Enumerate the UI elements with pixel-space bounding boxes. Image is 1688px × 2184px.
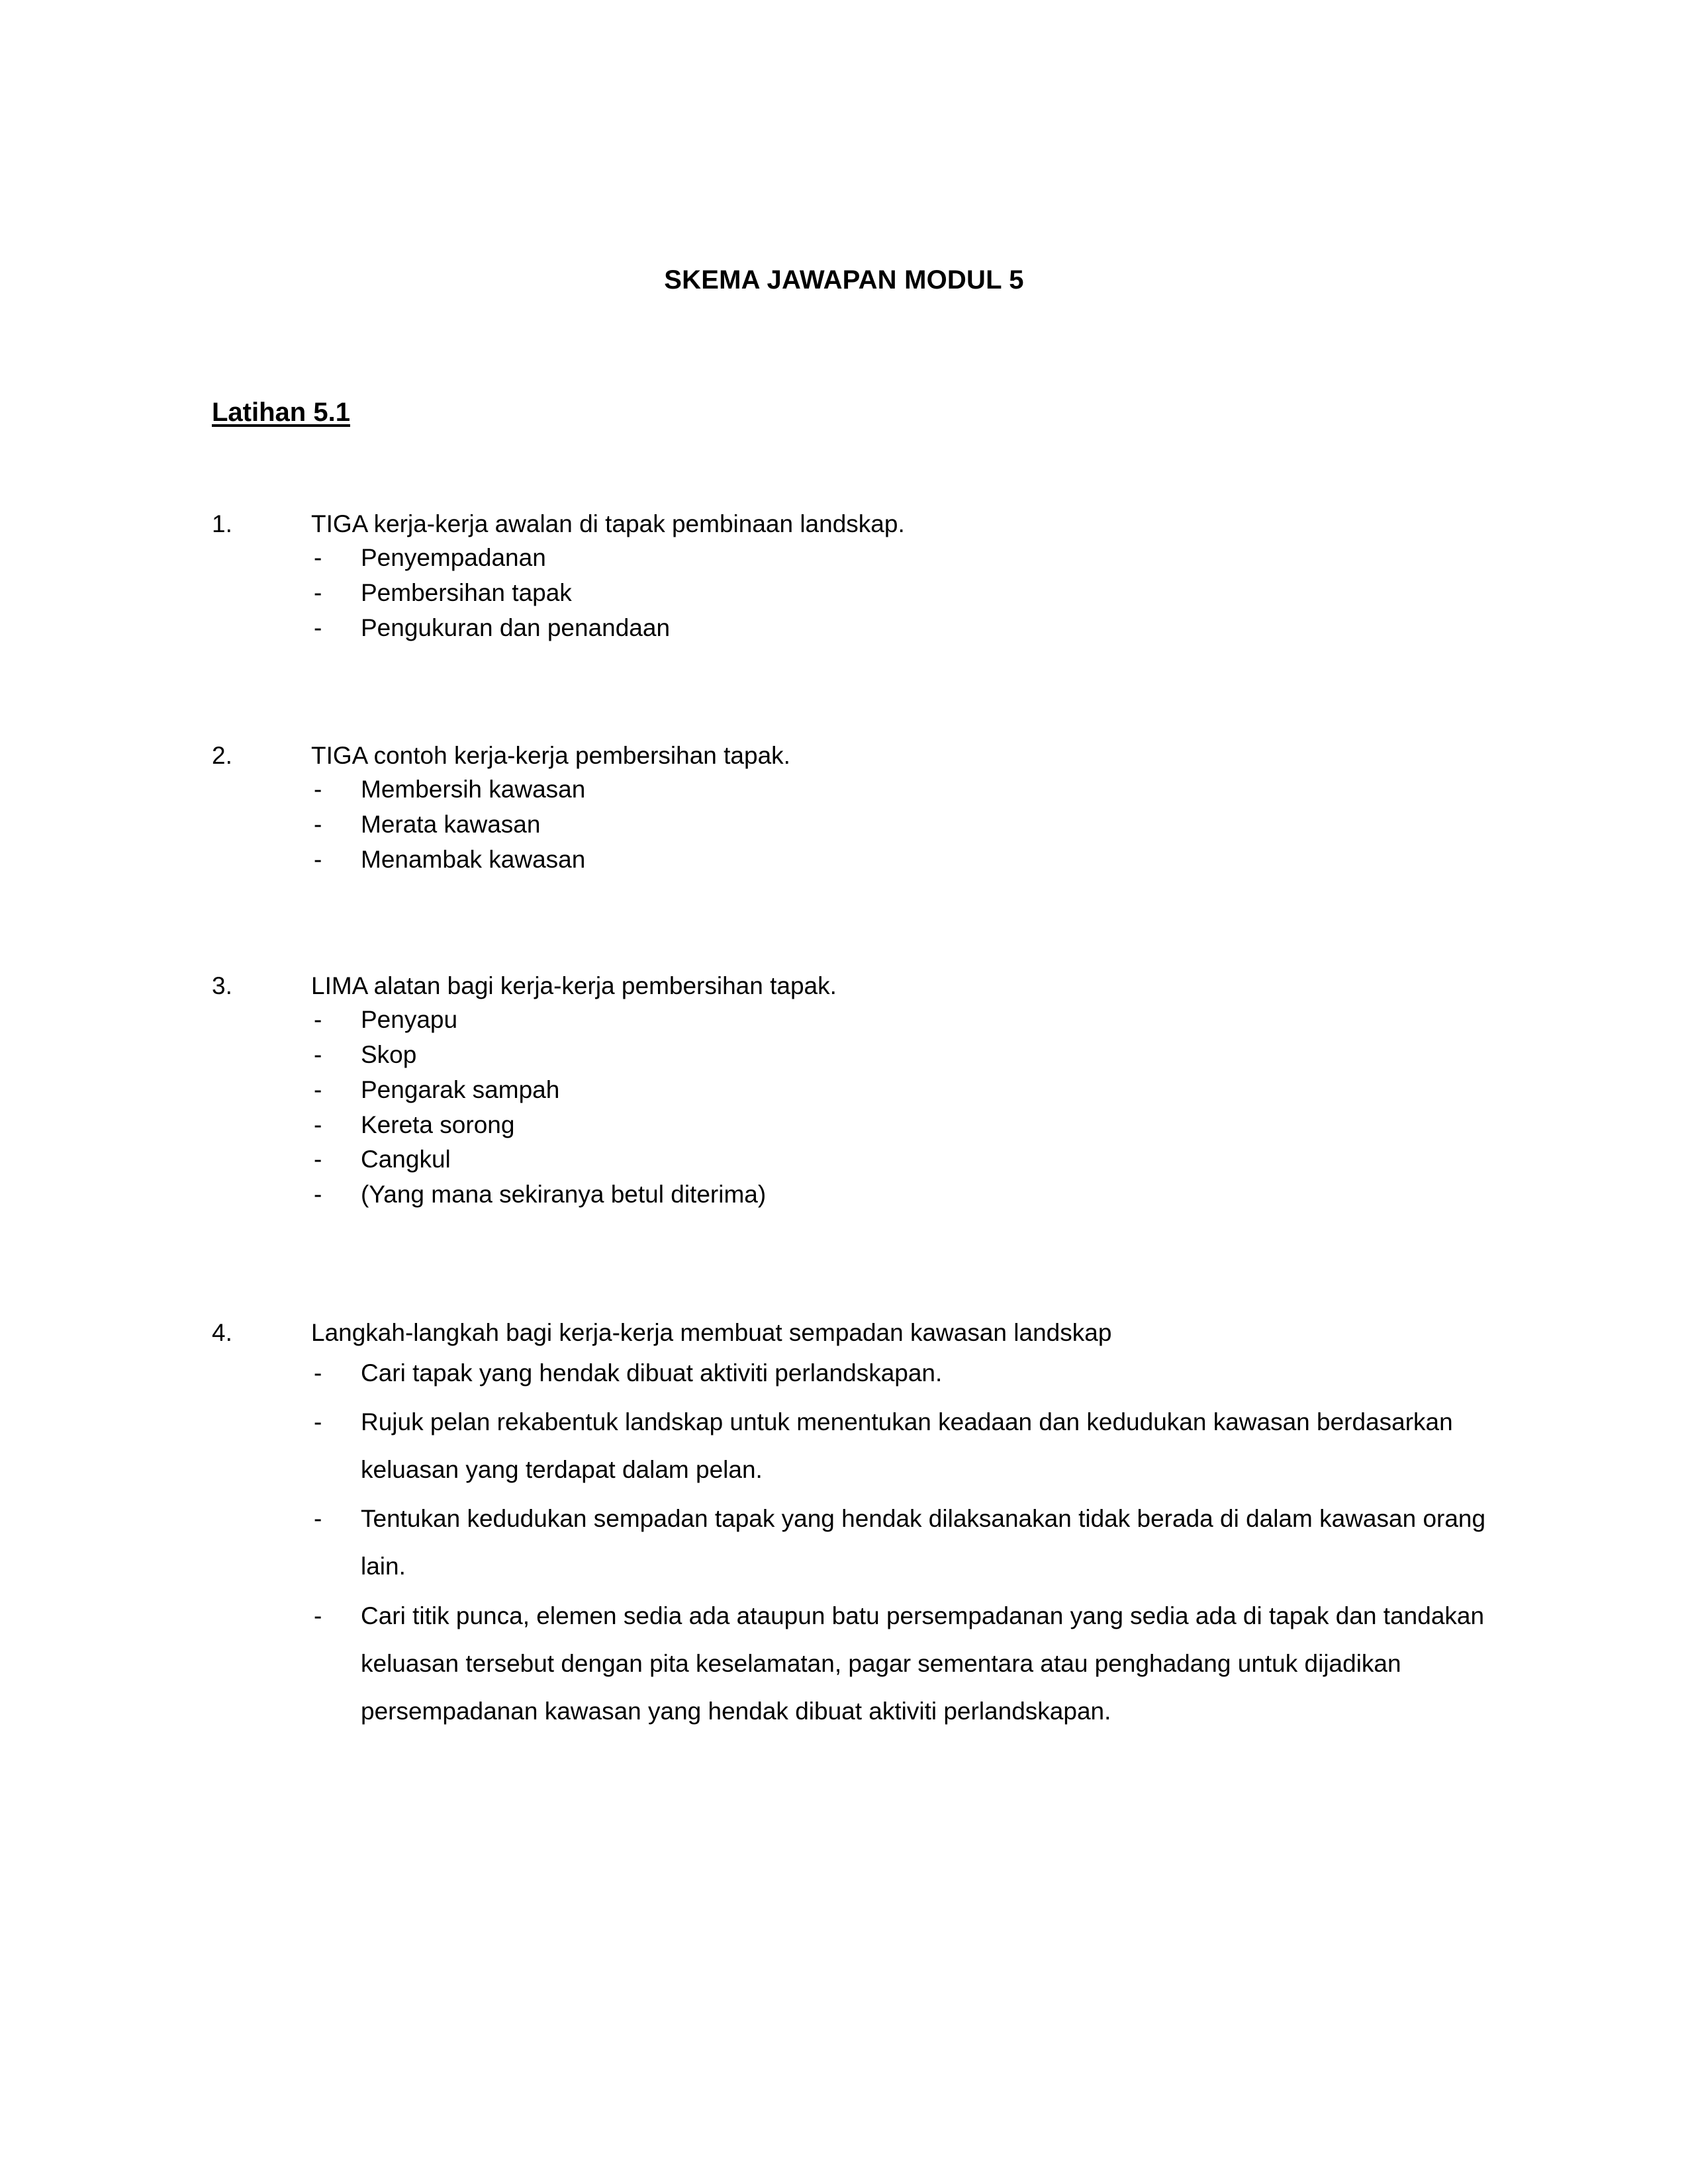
- answer-item: [212, 611, 1503, 646]
- question-block-3: [212, 970, 1503, 1212]
- question-number-4: 4.: [212, 1319, 232, 1346]
- answer-item: [212, 1073, 1503, 1108]
- question-block-2: [212, 740, 1503, 878]
- answer-item: [212, 1038, 1503, 1073]
- dash-bullet-icon: -: [314, 1359, 322, 1387]
- answer-text: Skop: [361, 1040, 417, 1068]
- dash-bullet-icon: -: [314, 1181, 322, 1208]
- question-block-4: [212, 1317, 1503, 1737]
- answer-text: Pembersihan tapak: [361, 578, 572, 606]
- question-block-1: [212, 508, 1503, 646]
- dash-bullet-icon: -: [314, 1146, 322, 1173]
- dash-bullet-icon: -: [314, 1602, 322, 1629]
- question-heading-2: [212, 740, 1503, 772]
- answer-item: [212, 1398, 1503, 1494]
- answer-item: [212, 842, 1503, 878]
- answer-item: [212, 576, 1503, 611]
- question-prompt-4: Langkah-langkah bagi kerja-kerja membuat sempadan kawasan landskap: [311, 1319, 1112, 1346]
- dash-bullet-icon: -: [314, 1005, 322, 1033]
- answer-text: Rujuk pelan rekabentuk landskap untuk menentukan keadaan dan kedudukan kawasan berdasarkan keluasan yang terdapat dalam pelan.: [361, 1408, 1453, 1484]
- question-heading-4: [212, 1317, 1503, 1349]
- dash-bullet-icon: -: [314, 578, 322, 606]
- dash-bullet-icon: -: [314, 1040, 322, 1068]
- answer-text: Kereta sorong: [361, 1111, 515, 1138]
- answer-text: (Yang mana sekiranya betul diterima): [361, 1181, 767, 1208]
- answer-list-2: [212, 772, 1503, 878]
- dash-bullet-icon: -: [314, 1075, 322, 1103]
- dash-bullet-icon: -: [314, 845, 322, 873]
- answer-item: [212, 1495, 1503, 1590]
- answer-text: Penyapu: [361, 1005, 458, 1033]
- section-heading-latihan: Latihan 5.1: [212, 398, 350, 427]
- answer-item: [212, 1142, 1503, 1177]
- answer-text: Pengukuran dan penandaan: [361, 614, 671, 641]
- answer-text: Merata kawasan: [361, 810, 541, 838]
- dash-bullet-icon: -: [314, 810, 322, 838]
- question-prompt-3: LIMA alatan bagi kerja-kerja pembersihan tapak.: [311, 972, 837, 999]
- dash-bullet-icon: -: [314, 1408, 322, 1435]
- answer-text: Membersih kawasan: [361, 775, 586, 803]
- question-number-1: 1.: [212, 510, 232, 537]
- dash-bullet-icon: -: [314, 614, 322, 641]
- answer-list-3: [212, 1003, 1503, 1212]
- dash-bullet-icon: -: [314, 543, 322, 571]
- question-heading-3: [212, 970, 1503, 1003]
- answer-item: [212, 807, 1503, 842]
- answer-text: Menambak kawasan: [361, 845, 586, 873]
- answer-item: [212, 1108, 1503, 1143]
- question-heading-1: [212, 508, 1503, 541]
- answer-item: [212, 1592, 1503, 1735]
- dash-bullet-icon: -: [314, 1505, 322, 1533]
- answer-text: Pengarak sampah: [361, 1075, 560, 1103]
- dash-bullet-icon: -: [314, 775, 322, 803]
- question-prompt-1: TIGA kerja-kerja awalan di tapak pembinaan landskap.: [311, 510, 905, 537]
- answer-item: [212, 1003, 1503, 1038]
- question-prompt-2: TIGA contoh kerja-kerja pembersihan tapak.: [311, 742, 790, 769]
- answer-item: [212, 1177, 1503, 1212]
- answer-item: [212, 772, 1503, 807]
- answer-text: Cari tapak yang hendak dibuat aktiviti perlandskapan.: [361, 1359, 943, 1387]
- answer-item: [212, 1349, 1503, 1397]
- question-number-3: 3.: [212, 972, 232, 999]
- answer-text: Cangkul: [361, 1146, 451, 1173]
- page-title: SKEMA JAWAPAN MODUL 5: [664, 265, 1024, 295]
- answer-text: Penyempadanan: [361, 543, 546, 571]
- answer-text: Cari titik punca, elemen sedia ada ataupun batu persempadanan yang sedia ada di tapak dan tandakan keluasan tersebut dengan pita keselamatan, pagar sementara atau penghadang untuk dijadikan persempadanan kawasan yang hendak dibuat aktiviti perlandskapan.: [361, 1602, 1485, 1725]
- answer-list-1: [212, 541, 1503, 646]
- answer-item: [212, 541, 1503, 576]
- answer-list-4: [212, 1349, 1503, 1735]
- answer-text: Tentukan kedudukan sempadan tapak yang hendak dilaksanakan tidak berada di dalam kawasan orang lain.: [361, 1505, 1486, 1580]
- dash-bullet-icon: -: [314, 1111, 322, 1138]
- question-number-2: 2.: [212, 742, 232, 769]
